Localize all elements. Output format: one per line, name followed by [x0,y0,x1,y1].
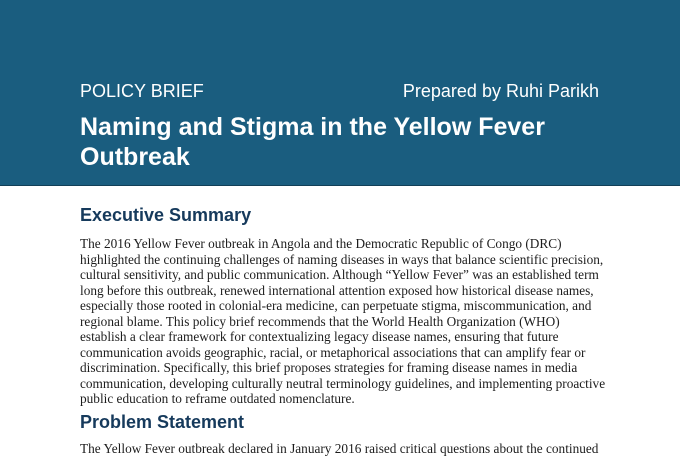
document-title: Naming and Stigma in the Yellow Fever Outbreak [80,113,545,171]
executive-summary-heading: Executive Summary [80,205,252,225]
document-type-label: POLICY BRIEF [80,81,204,101]
executive-summary-text: The 2016 Yellow Fever outbreak in Angola and the Democratic Republic of Congo (DRC) highlighted the continuing challenges of naming diseases in ways that balance scientific precision, cultural sensitivity, and public communication. Although “Yellow Fever” was an established term long before this outbreak, renewed international attention exposed how historical disease names, especially those rooted in colonial-era medicine, can perpetuate stigma, miscommunication, and regional blame. This policy brief recommends that the World Health Organization (WHO) establish a clear framework for contextualizing legacy disease names, ensuring that future communication avoids geographic, racial, or metaphorical associations that can amplify fear or discrimination. Specifically, this brief proposes strategies for framing disease names in media communication, developing culturally neutral terminology guidelines, and implementing proactive public education to reframe outdated nomenclature. [80,236,606,406]
problem-statement-text: The Yellow Fever outbreak declared in January 2016 raised critical questions about the continued [80,441,599,456]
problem-statement-heading: Problem Statement [80,412,245,432]
header-banner [0,0,680,186]
author-credit: Prepared by Ruhi Parikh [402,81,599,101]
